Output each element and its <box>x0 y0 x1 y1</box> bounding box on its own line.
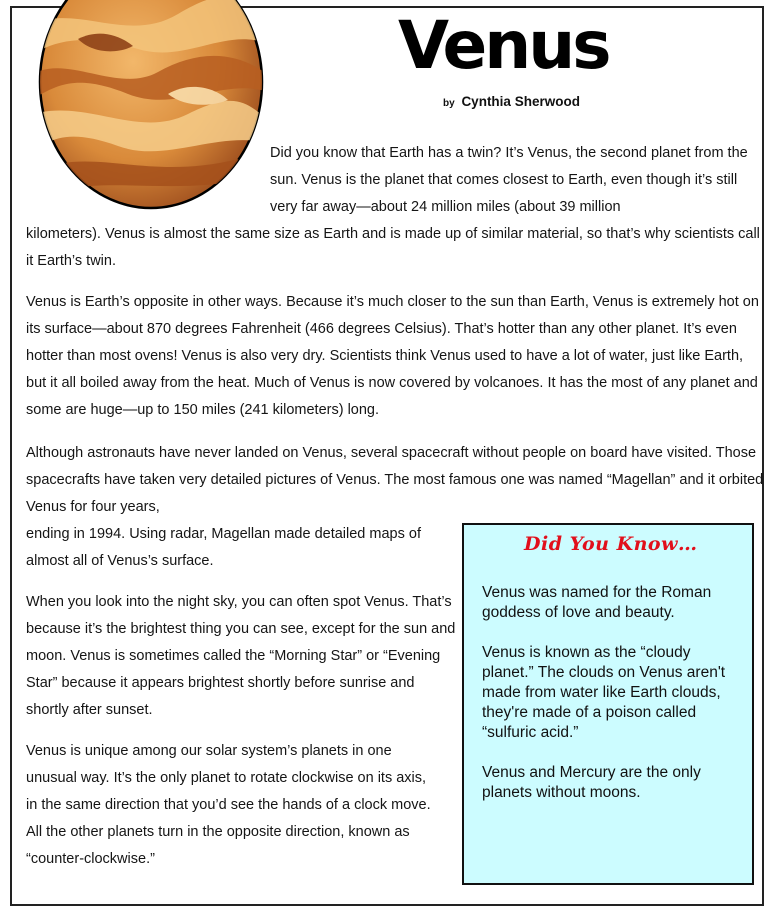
fact-item: Venus was named for the Roman goddess of love and beauty. <box>482 584 712 621</box>
did-you-know-heading: Did You Know… <box>524 533 698 555</box>
paragraph-night-sky: When you look into the night sky, you can often spot Venus. That’s because it’s the brightest thing you can see, except for the sun and moon. Venus is sometimes called the “Morning Star” or “Evening Star” because it appears brightest shortly before sunrise and shortly after sunset. <box>26 594 456 718</box>
page-title: Venus <box>398 7 609 84</box>
paragraph-intro <box>26 140 764 275</box>
paragraph-spacecraft-cont: ending in 1994. Using radar, Magellan made detailed maps of almost all of Venus’s surface. <box>26 526 421 569</box>
did-you-know-box <box>462 523 754 885</box>
paragraph-rotation: Venus is unique among our solar system’s planets in one unusual way. It’s the only planet to rotate clockwise on its axis, in the same direction that you’d see the hands of a clock move. All the other planets turn in the opposite direction, known as “counter-clockwise.” <box>26 743 431 867</box>
paragraph-intro-rest: kilometers). Venus is almost the same size as Earth and is made up of similar material, so that’s why scientists call it Earth’s twin. <box>26 226 760 269</box>
paragraph-intro-lead: Did you know that Earth has a twin? It’s Venus, the second planet from the sun. Venus is the planet that comes closest to Earth, even though it’s still very far away—about 24 million miles (about 39 million <box>270 145 748 215</box>
paragraph-opposite: Venus is Earth’s opposite in other ways. Because it’s much closer to the sun than Earth, Venus is extremely hot on its surface—about 870 degrees Fahrenheit (466 degrees Celsius). That’s hotter than any other planet. It’s even hotter than most ovens! Venus is also very dry. Scientists think Venus used to have a lot of water, just like Earth, but it all boiled away from the heat. Much of Venus is now covered by volcanoes. It has the most of any planet and some are huge—up to 150 miles (241 kilometers) long. <box>26 294 759 418</box>
byline-prefix: by <box>443 98 455 109</box>
author-name: Cynthia Sherwood <box>461 94 580 109</box>
fact-item: Venus is known as the “cloudy planet.” The clouds on Venus aren't made from water like Earth clouds, they're made of a poison called “sulfuric acid.” <box>482 644 726 741</box>
fact-item: Venus and Mercury are the only planets without moons. <box>482 764 701 801</box>
did-you-know-facts <box>482 583 744 823</box>
paragraph-spacecraft: Although astronauts have never landed on Venus, several spacecraft without people on board have visited. Those spacecrafts have taken very detailed pictures of Venus. The most famous one was named “Magellan” and it orbited Venus for four years, <box>26 445 764 515</box>
byline <box>443 94 580 109</box>
